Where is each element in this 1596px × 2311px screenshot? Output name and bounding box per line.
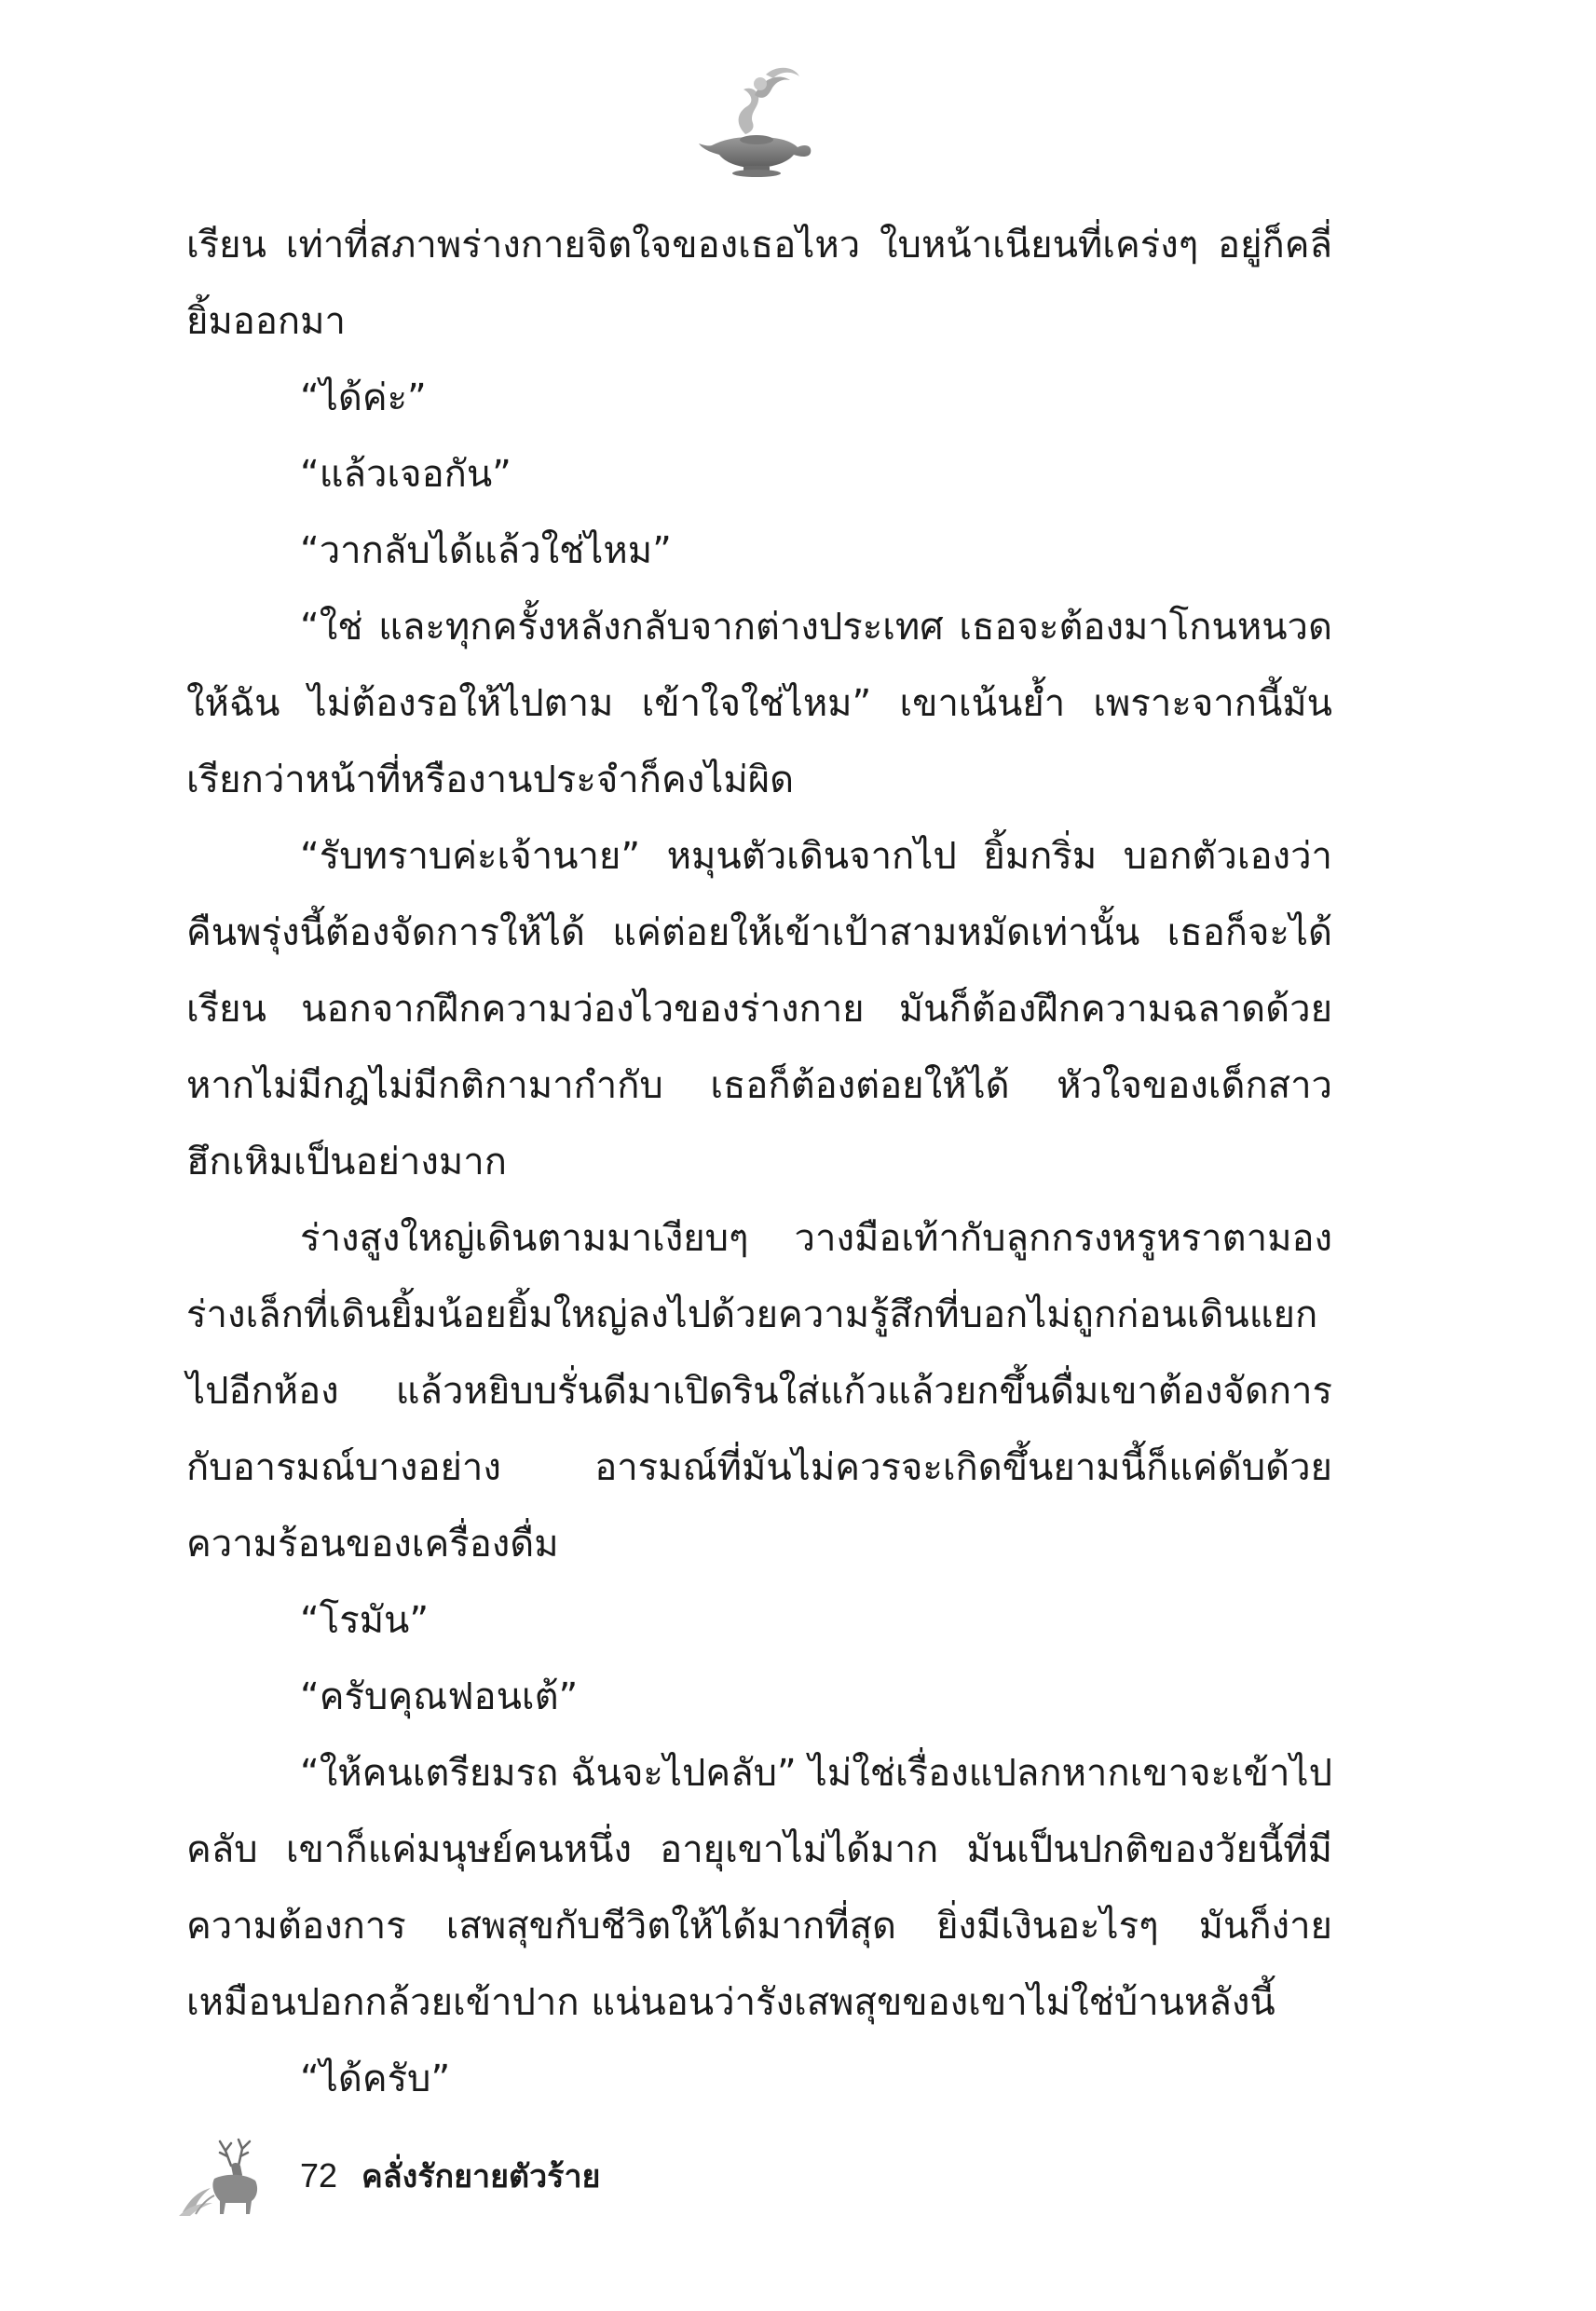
- paragraph: “ให้คนเตรียมรถ ฉันจะไปคลับ” ไม่ใช่เรื่องแปลกหากเขาจะเข้าไปคลับ เขาก็แค่มนุษย์คนหนึ่ง อายุเขาไม่ได้มาก มันเป็นปกติของวัยนี้ที่มีความต้องการ เสพสุขกับชีวิตให้ได้มากที่สุด ยิ่งมีเงินอะไรๆ มันก็ง่ายเหมือนปอกกล้วยเข้าปาก แน่นอนว่ารังเสพสุขของเขาไม่ใช่บ้านหลังนี้: [186, 1752, 1332, 2024]
- paragraph: “ได้ครับ”: [300, 2058, 451, 2100]
- paragraph: “รับทราบค่ะเจ้านาย” หมุนตัวเดินจากไป ยิ้มกริ่ม บอกตัวเองว่าคืนพรุ่งนี้ต้องจัดการให้ได้ แค่ต่อยให้เข้าเป้าสามหมัดเท่านั้น เธอก็จะได้เรียน นอกจากฝึกความว่องไวของร่างกาย มันก็ต้องฝึกความฉลาดด้วย หากไม่มีกฎไม่มีกติกามากำกับ เธอก็ต้องต่อยให้ได้ หัวใจของเด็กสาวฮึกเหิมเป็นอย่างมาก: [186, 835, 1332, 1183]
- paragraph: “โรมัน”: [300, 1599, 430, 1642]
- stag-icon: [177, 2134, 280, 2218]
- book-title: คลั่งรักยายตัวร้าย: [361, 2158, 601, 2195]
- page-number: 72: [300, 2156, 338, 2195]
- paragraph: “วากลับได้แล้วใช่ไหม”: [300, 529, 672, 572]
- paragraph: “ครับคุณฟอนเต้”: [300, 1675, 579, 1718]
- paragraph: “แล้วเจอกัน”: [300, 453, 512, 496]
- paragraph: “ได้ค่ะ”: [300, 376, 427, 419]
- page-footer: [177, 2134, 600, 2218]
- paragraph: เรียน เท่าที่สภาพร่างกายจิตใจของเธอไหว ใบหน้าเนียนที่เคร่งๆ อยู่ก็คลี่ยิ้มออกมา: [186, 224, 1332, 343]
- genie-lamp-icon: [689, 58, 820, 179]
- body-text: [186, 207, 1332, 2117]
- paragraph: “ใช่ และทุกครั้งหลังกลับจากต่างประเทศ เธอจะต้องมาโกนหนวดให้ฉัน ไม่ต้องรอให้ไปตาม เข้าใจใช่ไหม” เขาเน้นย้ำ เพราะจากนี้มันเรียกว่าหน้าที่หรืองานประจำก็คงไม่ผิด: [186, 606, 1332, 801]
- paragraph: ร่างสูงใหญ่เดินตามมาเงียบๆ วางมือเท้ากับลูกกรงหรูหราตามองร่างเล็กที่เดินยิ้มน้อยยิ้มใหญ่ลงไปด้วยความรู้สึกที่บอกไม่ถูกก่อนเดินแยกไปอีกห้อง แล้วหยิบบรั่นดีมาเปิดรินใส่แก้วแล้วยกขึ้นดื่มเขาต้องจัดการกับอารมณ์บางอย่าง อารมณ์ที่มันไม่ควรจะเกิดขึ้นยามนี้ก็แค่ดับด้วยความร้อนของเครื่องดื่ม: [186, 1217, 1332, 1566]
